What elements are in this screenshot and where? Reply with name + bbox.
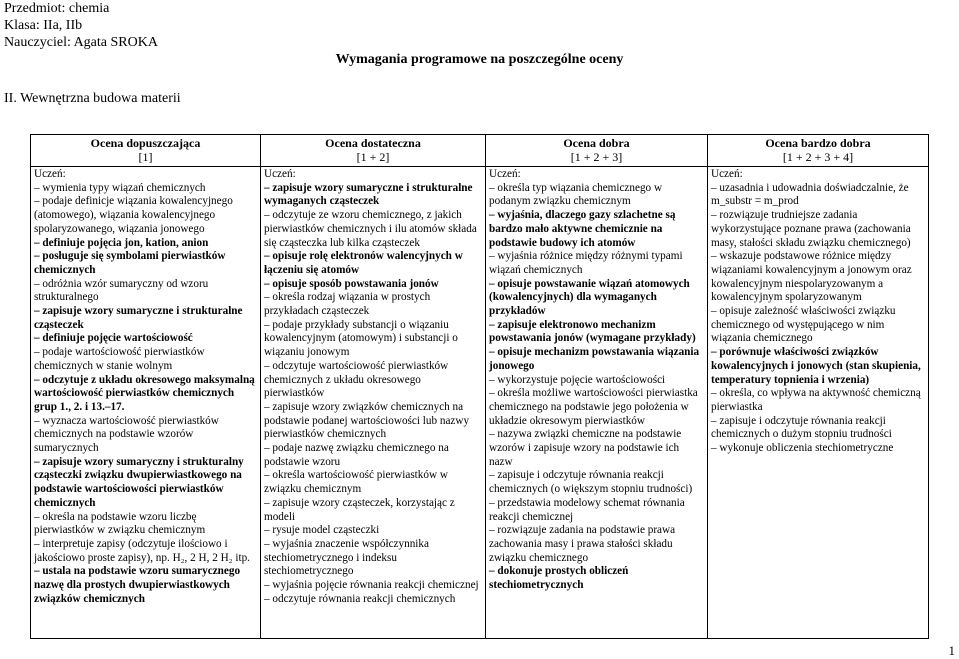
teacher-line: Nauczyciel: Agata SROKA (4, 35, 158, 50)
list-item: – opisuje rolę elektronów walencyjnych w łączeniu się atomów (264, 250, 463, 276)
list-item: – wyjaśnia znaczenie współczynnika stechiometrycznego i indeksu stechiometrycznego (264, 537, 429, 578)
list-item: – definiuje pojęcia jon, kation, anion (34, 236, 209, 249)
list-item: – opisuje sposób powstawania jonów (264, 277, 439, 290)
list-item: – opisuje zależność właściwości związku chemicznego od występującego w nim wiązania chemicznego (711, 305, 896, 345)
list-item: – definiuje pojęcie wartościowość (34, 332, 193, 345)
list-item: – zapisuje wzory sumaryczny i strukturalny cząsteczki związku dwupierwiastkowego na podstawie wartościowości pierwiastków chemicznych (34, 455, 244, 509)
list-item: – wykonuje obliczenia stechiometryczne (711, 442, 894, 455)
list-item: – podaje wartościowość pierwiastków chemicznych w stanie wolnym (34, 346, 205, 372)
list-item: – określa typ wiązania chemicznego w podanym związku chemicznym (489, 181, 663, 208)
list-item: – zapisuje wzory sumaryczne i strukturalne wymaganych cząsteczek (264, 181, 473, 208)
list-item: – zapisuje i odczytuje równania reakcji chemicznych (o większym stopniu trudności) (489, 469, 693, 496)
section-title: II. Wewnętrzna budowa materii (4, 91, 181, 106)
page-header (4, 0, 158, 51)
list-item: – opisuje mechanizm powstawania wiązania jonowego (489, 346, 700, 372)
table-row (31, 167, 929, 639)
subject-line: Przedmiot: chemia (4, 1, 110, 16)
list-item: – opisuje powstawanie wiązań atomowych (kowalencyjnych) dla wymaganych przykładów (489, 277, 690, 318)
list-item: – odczytuje ze wzoru chemicznego, z jakich pierwiastków chemicznych i ilu atomów składa się cząsteczka lub kilka cząsteczek (264, 209, 477, 249)
list-item: – zapisuje wzory sumaryczne i strukturalne cząsteczek (34, 305, 243, 331)
list-item: – posługuje się symbolami pierwiastków chemicznych (34, 250, 226, 276)
list-item: – podaje przykłady substancji o wiązaniu kowalencyjnym (atomowym) i substancji o wiązaniu jonowym (264, 318, 458, 359)
list-item: – określa rodzaj wiązania w prostych przykładach cząsteczek (264, 291, 431, 318)
cell-label: Uczeń: (34, 168, 66, 180)
list-item: – wymienia typy wiązań chemicznych (34, 181, 206, 194)
column-header-points: [1] (138, 150, 153, 164)
list-item: – wskazuje podstawowe różnice między wiązaniami kowalencyjnym a jonowym oraz kowalencyjnym niespolaryzowanym a kowalencyjnym spolaryzowanym (711, 250, 912, 304)
column-header-dopuszczajaca (31, 135, 261, 167)
column-header-points: [1 + 2 + 3 + 4] (782, 150, 854, 164)
list-item: – odczytuje wartościowość pierwiastków chemicznych z układu okresowego pierwiastków (264, 359, 449, 400)
list-item: – nazywa związki chemiczne na podstawie wzorów i zapisuje wzory na podstawie ich nazw (489, 428, 682, 468)
list-item: – rozwiązuje zadania na podstawie prawa zachowania masy i prawa stałości składu związku chemicznego (489, 524, 676, 564)
column-header-dostateczna (261, 135, 486, 167)
cell-dobra (486, 167, 708, 639)
list-item: – określa wartościowość pierwiastków w związku chemicznym (264, 469, 448, 496)
list-item: – dokonuje prostych obliczeń stechiometrycznych (489, 565, 629, 592)
list-item: – ustala na podstawie wzoru sumarycznego nazwę dla prostych dwupierwiastkowych związków chemicznych (34, 565, 241, 605)
column-header-name: Ocena dopuszczająca (90, 136, 201, 150)
column-header-dobra (486, 135, 708, 167)
cell-label: Uczeń: (711, 168, 743, 180)
list-item: – wyjaśnia pojęcie równania reakcji chemicznej (264, 579, 479, 592)
list-item: – określa możliwe wartościowości pierwiastka chemicznego na podstawie jego położenia w układzie okresowym pierwiastków (489, 387, 698, 427)
list-item: – interpretuje zapisy (odczytuje ilościowo i jakościowo proste zapisy), np. H₂, 2 H, 2 H₂ itp. (34, 537, 250, 564)
cell-bardzo-dobra (708, 167, 929, 639)
list-item: – odczytuje z układu okresowego maksymalną wartościowość pierwiastków chemicznych grup 1., 2. i 13.–17. (34, 373, 255, 413)
class-line: Klasa: IIa, IIb (4, 18, 83, 33)
page-number: 1 (948, 643, 955, 658)
list-item: – wyznacza wartościowość pierwiastków chemicznych na podstawie wzorów sumarycznych (34, 414, 219, 455)
list-item: – rozwiązuje trudniejsze zadania wykorzystujące poznane prawa (zachowania masy, stałości składu związku chemicznego) (711, 209, 911, 249)
column-header-name: Ocena bardzo dobra (765, 136, 871, 150)
cell-dostateczna (261, 167, 486, 639)
list-item: – porównuje właściwości związków kowalencyjnych i jonowych (stan skupienia, temperatury topnienia i wrzenia) (711, 346, 921, 386)
list-item: – zapisuje elektronowo mechanizm powstawania jonów (wymagane przykłady) (489, 318, 696, 345)
list-item: – zapisuje wzory związków chemicznych na podstawie podanej wartościowości lub nazwy pierwiastków chemicznych (264, 400, 470, 441)
list-item: – określa na podstawie wzoru liczbę pierwiastków w związku chemicznym (34, 510, 206, 537)
list-item: – określa, co wpływa na aktywność chemiczną pierwiastka (711, 387, 921, 413)
column-header-name: Ocena dobra (563, 136, 630, 150)
cell-dopuszczajaca (31, 167, 261, 639)
list-item: – wyjaśnia, dlaczego gazy szlachetne są bardzo mało aktywne chemicznie na podstawie budowy ich atomów (489, 209, 676, 249)
table-header-row (31, 135, 929, 167)
list-item: – odróżnia wzór sumaryczny od wzoru strukturalnego (34, 277, 209, 304)
list-item: – przedstawia modelowy schemat równania reakcji chemicznej (489, 496, 685, 523)
requirements-table (30, 134, 929, 639)
list-item: – podaje definicje wiązania kowalencyjnego (atomowego), wiązania kowalencyjnego spolaryzowanego, wiązania jonowego (34, 195, 233, 235)
list-item: – odczytuje równania reakcji chemicznych (264, 592, 456, 605)
list-item: – wyjaśnia różnice między różnymi typami wiązań chemicznych (489, 250, 683, 276)
list-item: – uzasadnia i udowadnia doświadczalnie, że m_substr = m_prod (711, 181, 909, 208)
list-item: – wykorzystuje pojęcie wartościowości (489, 373, 666, 386)
column-header-points: [1 + 2 + 3] (570, 150, 623, 164)
cell-label: Uczeń: (489, 168, 521, 180)
column-header-bardzo-dobra (708, 135, 929, 167)
document-title: Wymagania programowe na poszczególne oceny (335, 52, 624, 67)
list-item: – zapisuje wzory cząsteczek, korzystając z modeli (264, 496, 455, 523)
column-header-points: [1 + 2] (356, 150, 390, 164)
list-item: – rysuje model cząsteczki (264, 524, 380, 537)
list-item: – zapisuje i odczytuje równania reakcji chemicznych o dużym stopniu trudności (711, 414, 892, 441)
column-header-name: Ocena dostateczna (325, 136, 421, 150)
list-item: – podaje nazwę związku chemicznego na podstawie wzoru (264, 442, 449, 468)
cell-label: Uczeń: (264, 168, 296, 180)
